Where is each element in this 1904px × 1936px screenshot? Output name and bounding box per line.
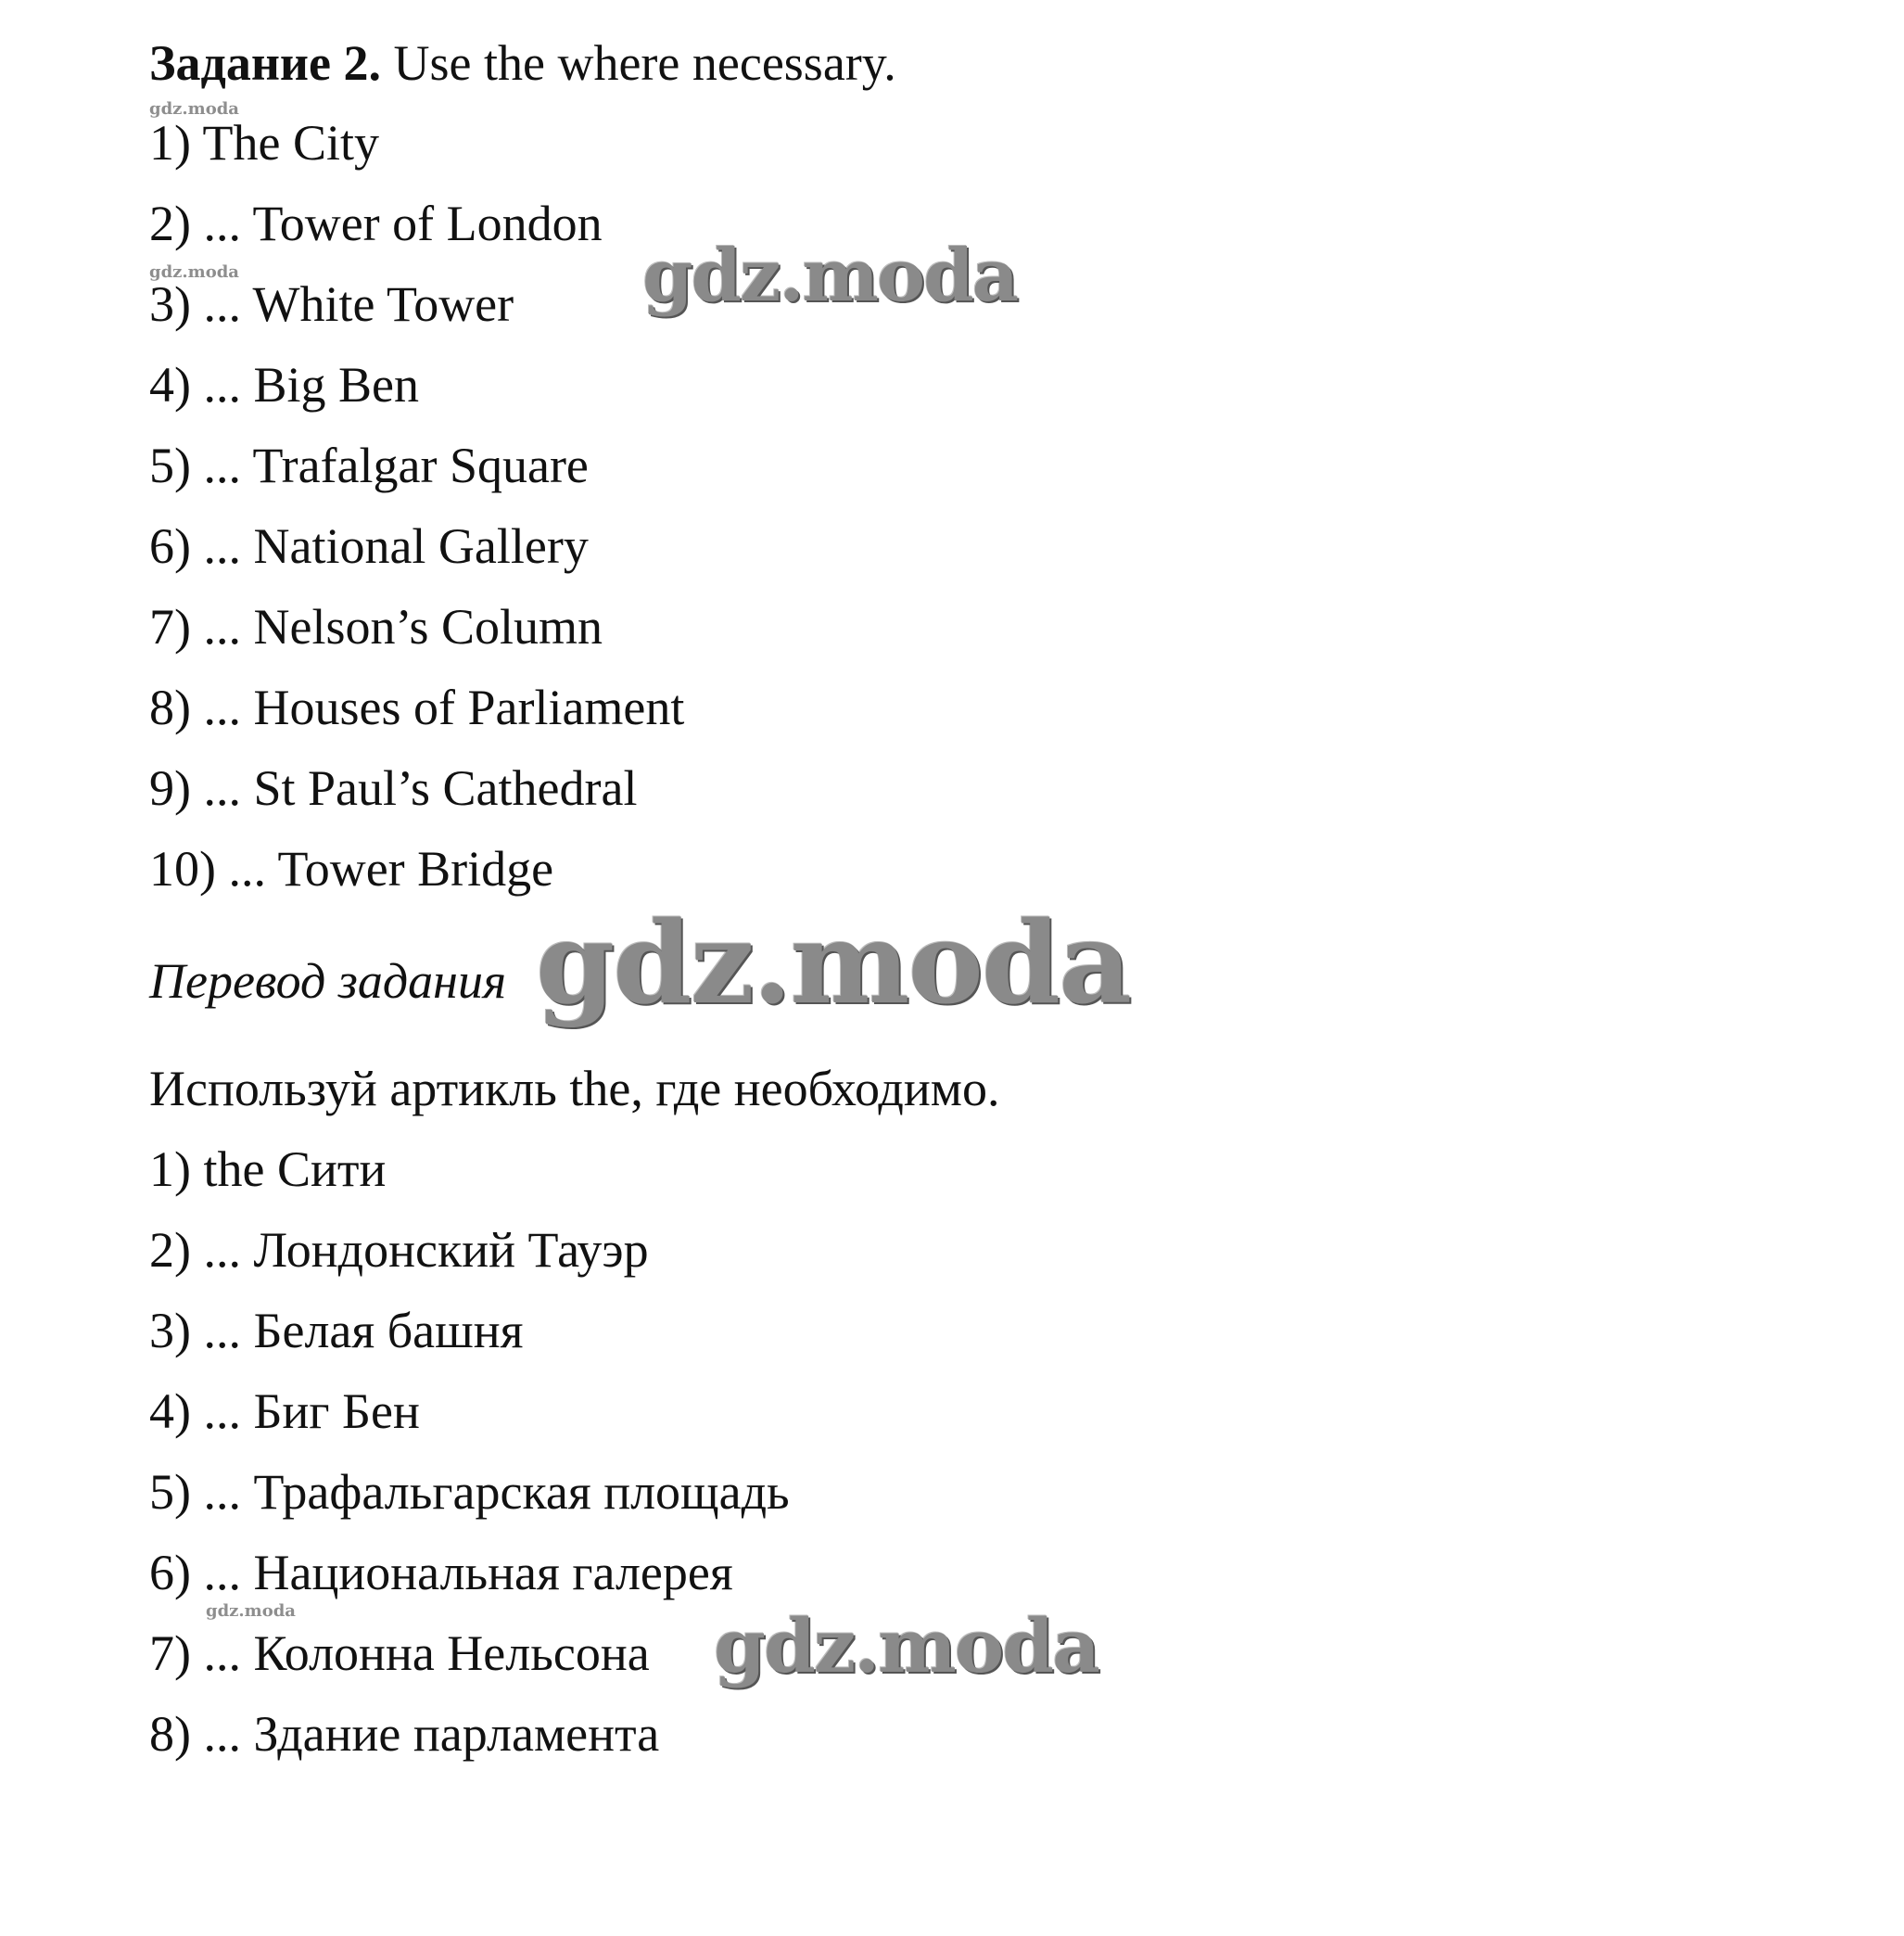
translation-item: 4) ... Биг Бен [149, 1383, 420, 1439]
translation-instruction: Используй артикль the, где необходимо. [149, 1061, 1000, 1116]
english-item: 8) ... Houses of Parliament [149, 680, 685, 735]
translation-item: 1) the Сити [149, 1141, 387, 1197]
translation-item: 6) ... Национальная галерея [149, 1545, 733, 1600]
translation-header: Перевод задания [149, 953, 507, 1009]
watermark-small: gdz.moda [149, 262, 239, 282]
english-item: 7) ... Nelson’s Column [149, 599, 603, 655]
english-item: 10) ... Tower Bridge [149, 841, 554, 897]
english-item: 2) ... Tower of London [149, 196, 603, 251]
task-label: Задание 2. [149, 35, 382, 91]
english-item: 6) ... National Gallery [149, 518, 589, 574]
english-item: 1) The City [149, 115, 379, 171]
translation-item: 5) ... Трафальгарская площадь [149, 1464, 790, 1520]
translation-item: 3) ... Белая башня [149, 1303, 524, 1358]
watermark-small: gdz.moda [206, 1601, 296, 1621]
watermark-logo: gdz.moda [642, 234, 1018, 318]
english-item: 3) ... White Tower [149, 276, 514, 332]
task-title [149, 33, 896, 93]
watermark-logo: gdz.moda [714, 1602, 1098, 1689]
translation-item: 8) ... Здание парламента [149, 1706, 660, 1762]
english-item: 5) ... Trafalgar Square [149, 438, 589, 493]
watermark-small: gdz.moda [149, 99, 239, 119]
translation-item: 7) ... Колонна Нельсона [149, 1625, 650, 1681]
task-instruction: Use the where necessary. [393, 35, 896, 91]
translation-item: 2) ... Лондонский Тауэр [149, 1222, 649, 1278]
english-item: 4) ... Big Ben [149, 357, 419, 413]
english-item: 9) ... St Paul’s Cathedral [149, 760, 638, 816]
watermark-logo: gdz.moda [536, 896, 1131, 1029]
